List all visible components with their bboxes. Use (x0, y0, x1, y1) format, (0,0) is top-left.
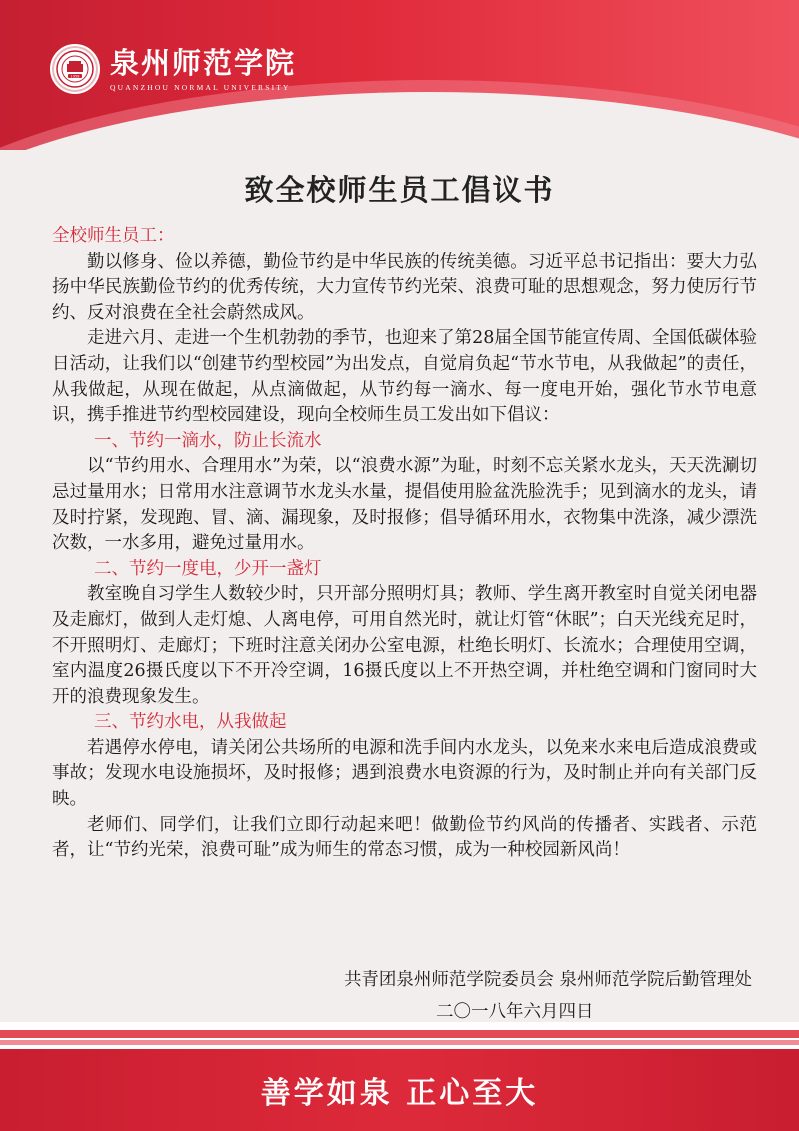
school-name-en: QUANZHOU NORMAL UNIVERSITY (110, 82, 291, 92)
school-motto: 善学如泉 正心至大 (260, 1076, 539, 1111)
paragraph-closing: 老师们、同学们，让我们立即行动起来吧！做勤俭节约风尚的传播者、实践者、示范者，让“节约光荣，浪费可耻”成为师生的常态习惯，成为一种校园新风尚！ (52, 814, 757, 861)
section-heading-water: 一、节约一滴水，防止长流水 (94, 430, 322, 451)
school-name-cn: 泉州师范学院 (110, 45, 297, 80)
footer-stripe (0, 1030, 799, 1038)
page-title: 致全校师生员工倡议书 (244, 173, 555, 207)
footer-banner (0, 1049, 799, 1131)
school-logo (50, 44, 296, 94)
paragraph-water: 以“节约用水、合理用水”为荣，以“浪费水源”为耻，时刻不忘关紧水龙头，天天洗涮切忌过量用水；日常用水注意调节水龙头水量，提倡使用脸盆洗脸洗手；见到滴水的龙头，请及时拧紧，发现跑、冒、滴、漏现象，及时报修；倡导循环用水，衣物集中洗涤，减少漂洗次数，一水多用，避免过量用水。 (52, 456, 757, 554)
paragraph-action: 若遇停水停电，请关闭公共场所的电源和洗手间内水龙头，以免来水来电后造成浪费或事故；发现水电设施损坏，及时报修；遇到浪费水电资源的行为，及时制止并向有关部门反映。 (52, 737, 757, 810)
header-banner (0, 0, 799, 150)
paragraph-context: 走进六月、走进一个生机勃勃的季节，也迎来了第28届全国节能宣传周、全国低碳体验日活动，让我们以“创建节约型校园”为出发点，自觉肩负起“节水节电，从我做起”的责任，从我做起，从现在做起，从点滴做起，从节约每一滴水、每一度电开始，强化节水节电意识，携手推进节约型校园建设，现向全校师生员工发出如下倡议： (52, 328, 757, 426)
seal-year: 1958 (70, 74, 80, 79)
salutation: 全校师生员工： (52, 226, 175, 246)
paragraph-electricity: 教室晚自习学生人数较少时，只开部分照明灯具；教师、学生离开教室时自觉关闭电器及走廊灯，做到人走灯熄、人离电停，可用自然光时，就让灯管“休眠”；白天光线充足时，不开照明灯、走廊灯；下班时注意关闭办公室电源，杜绝长明灯、长流水；合理使用空调，室内温度26摄氏度以下不开冷空调，16摄氏度以上不开热空调，并杜绝空调和门窗同时大开的浪费现象发生。 (52, 584, 757, 707)
school-seal-icon (50, 44, 100, 94)
footer-stripe-light (0, 1040, 799, 1045)
section-heading-electricity: 二、节约一度电，少开一盏灯 (94, 558, 322, 579)
signature: 共青团泉州师范学院委员会 泉州师范学院后勤管理处 (343, 970, 752, 990)
section-heading-action: 三、节约水电，从我做起 (94, 712, 287, 733)
letter-date: 二〇一八年六月四日 (436, 1002, 594, 1022)
paragraph-intro: 勤以修身、俭以养德，勤俭节约是中华民族的传统美德。习近平总书记指出：要大力弘扬中华民族勤俭节约的优秀传统，大力宣传节约光荣、浪费可耻的思想观念，努力使厉行节约、反对浪费在全社会蔚然成风。 (52, 251, 757, 323)
letter-body (52, 224, 757, 864)
